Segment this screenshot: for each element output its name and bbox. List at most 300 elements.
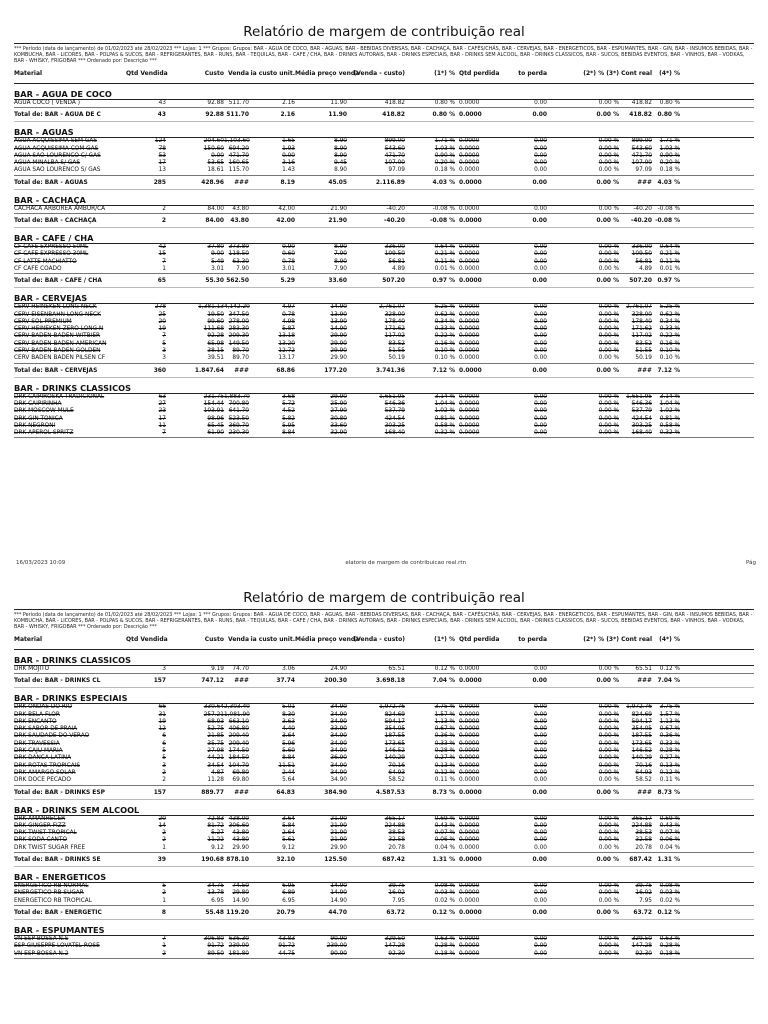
table-cell: 0.00 [534,244,547,251]
table-cell: 0.00 [534,251,547,258]
table-cell: 0.00 [534,348,547,355]
total-cell: 65 [157,278,166,285]
table-cell: DRK TRAVESSIA [14,740,60,747]
total-cell: 507.20 [382,278,405,285]
table-cell: 4.98 [282,318,295,325]
total-cell: 0.00 [532,367,547,374]
table-cell: 0.00 [534,762,547,769]
table-cell: 0.00 % [598,837,619,844]
total-cell: 5.29 [280,278,295,285]
table-cell: 0.00 % [598,769,619,776]
table-cell: 0.00 % [598,160,619,167]
table-cell: 89.70 [232,355,249,362]
table-cell: 3.16 [282,160,295,167]
table-cell: 373.80 [228,244,249,251]
table-cell: 2 [162,205,166,212]
table-cell: 53.65 [207,160,224,167]
table-cell: 824.69 [384,711,405,718]
table-cell: 9.00 [211,251,224,258]
table-row [14,167,754,174]
table-cell: 0.00 [282,152,295,159]
table-cell: 0.69 % [659,815,680,822]
table-cell: 636.30 [228,935,249,942]
table-cell: 0.00 [534,326,547,333]
table-cell: 0.0000 [459,726,480,733]
table-cell: 0.00 [534,145,547,152]
table-cell: 0.00 [534,890,547,897]
table-cell: 0.12 % [434,769,455,776]
table-cell: 2.44 [282,769,295,776]
column-header: Média preço venda [295,636,360,643]
table-row [14,333,754,340]
footer-date: 16/03/2023 10:09 [16,560,66,566]
table-cell: 0.0000 [459,815,480,822]
table-row [14,704,754,711]
table-cell: 173.65 [384,740,405,747]
table-cell: 230.30 [228,430,249,437]
table-cell: 239.00 [326,943,347,950]
group-rows [14,100,754,108]
table-cell: 6 [162,740,166,747]
table-cell: 70.16 [388,762,405,769]
table-cell: 0.62 % [434,311,455,318]
table-cell: 92.30 [388,950,405,957]
total-cell: 0.00 % [596,112,619,119]
table-cell: DRK BELA FLOR [14,711,60,718]
table-cell: 336.00 [384,244,405,251]
total-cell: 0.00 % [596,909,619,916]
table-cell: 64.93 [635,769,652,776]
table-cell: 303.25 [631,422,652,429]
table-cell: 91.72 [207,943,224,950]
table-cell: 1.71 % [659,138,680,145]
table-cell: 0.67 % [434,726,455,733]
table-cell: 336.00 [631,244,652,251]
table-cell: 7 [162,935,166,942]
table-cell: ENERGETICO RB TROPICAL [14,897,92,904]
table-cell: 2 [162,837,166,844]
table-cell: -40.20 [386,205,405,212]
total-cell: ### [637,367,652,374]
table-cell: 0.00 [534,733,547,740]
table-cell: 0.02 % [434,897,455,904]
table-cell: 0.0000 [459,822,480,829]
table-cell: 178.40 [631,318,652,325]
table-cell: 278 [154,304,166,311]
table-cell: 1,103.60 [224,138,250,145]
table-cell: 29.90 [330,355,347,362]
table-cell: 0.0000 [459,340,480,347]
total-cell: 157 [153,678,166,685]
total-cell: 37.74 [276,678,295,685]
table-cell: 3.75 % [434,704,455,711]
table-cell: 1,972.76 [379,704,405,711]
total-cell: 11.90 [328,112,347,119]
footer-page: Pág [746,560,756,566]
table-cell: 0.00 [534,205,547,212]
table-cell: 13.90 [330,311,347,318]
report-body [14,654,754,959]
table-cell: 1,883.70 [224,393,250,400]
total-cell: 8 [161,909,166,916]
table-cell: 19 [158,718,166,725]
table-cell: 140.29 [631,755,652,762]
table-cell: 69.80 [232,777,249,784]
table-cell: 34.75 [207,883,224,890]
table-cell: 1 [162,943,166,950]
table-cell: -40.20 [633,205,652,212]
group-header: BAR - CAFE / CHA [14,232,754,244]
total-cell: 20.79 [276,909,295,916]
table-cell: 0.0000 [459,304,480,311]
table-cell: 257.21 [203,711,224,718]
table-cell: 303.25 [384,422,405,429]
column-header: Venda [228,70,249,77]
table-cell: 0.00 % [598,897,619,904]
table-cell: 8.84 [282,430,295,437]
total-cell: 2 [161,218,166,225]
table-cell: 0.00 % [598,777,619,784]
total-cell: 8.73 % [432,789,455,796]
table-cell: 0.33 % [434,326,455,333]
table-cell: 899.00 [631,138,652,145]
total-cell: 63.72 [386,909,405,916]
table-cell: 6.95 [282,883,295,890]
table-cell: 44.21 [207,755,224,762]
table-cell: 209.40 [228,733,249,740]
table-row [14,244,754,251]
table-cell: 0.21 % [659,251,680,258]
table-cell: 43.83 [278,935,295,942]
column-header-row [14,70,754,84]
table-cell: 0.00 [534,837,547,844]
table-cell: 184.50 [228,755,249,762]
table-cell: 174.50 [228,748,249,755]
total-cell: 0.0000 [459,278,482,285]
table-cell: 0.0000 [459,762,480,769]
table-cell: 33.60 [330,422,347,429]
table-cell: 8.90 [334,145,347,152]
table-cell: 0.13 % [659,762,680,769]
column-header: (1*) % [434,636,455,643]
table-cell: 8.90 [334,167,347,174]
table-cell: DRK AMARGO SOLAR [14,769,76,776]
report-body [14,88,754,438]
table-cell: 1.93 [282,145,295,152]
table-cell: 8.90 [334,138,347,145]
column-header: Material [14,70,43,77]
total-cell: 157 [153,789,166,796]
group-total-row [14,214,754,228]
table-cell: 9.12 [282,844,295,851]
footer-file: elatorio de margem de contribuicao real.rtn [345,560,467,566]
group-rows [14,883,754,906]
table-row [14,146,754,153]
table-cell: 32.58 [635,837,652,844]
table-cell: CERV EISENBAHN LONG NECK [14,311,101,318]
table-row [14,748,754,755]
table-cell: 0.01 % [659,265,680,272]
table-cell: 0.33 % [434,740,455,747]
table-cell: 150.60 [203,145,224,152]
table-cell: 0.00 % [598,755,619,762]
table-row [14,733,754,740]
total-cell: 360 [153,367,166,374]
total-cell: 33.60 [328,278,347,285]
table-cell: 0.00 [211,152,224,159]
total-cell: 0.0000 [459,367,482,374]
total-cell: Total de: BAR - CAFE / CHA [14,278,102,285]
table-cell: 25 [158,311,166,318]
total-cell: 42.00 [276,218,295,225]
table-cell: 171.62 [631,326,652,333]
group-header: BAR - AGUAS [14,126,754,138]
table-cell: 0.00 [534,333,547,340]
total-cell: 0.80 % [432,112,455,119]
table-cell: 0.0000 [459,167,480,174]
total-cell: 507.20 [629,278,652,285]
table-cell: 0.34 % [659,318,680,325]
table-cell: 14.90 [330,890,347,897]
total-cell: 0.12 % [657,909,680,916]
table-row [14,816,754,823]
table-cell: 543.60 [384,145,405,152]
table-cell: 0.00 [534,755,547,762]
table-cell: 0.0000 [459,704,480,711]
table-cell: 14.90 [330,883,347,890]
table-cell: 11.22 [207,837,224,844]
total-cell: 32.10 [276,857,295,864]
table-cell: 0.10 % [434,348,455,355]
table-cell: 11.90 [330,100,347,106]
table-cell: 1.71 % [434,138,455,145]
table-cell: 694.20 [228,145,249,152]
table-cell: 0.20 % [659,160,680,167]
table-cell: 0.00 [534,340,547,347]
total-cell: 3.698.18 [375,678,405,685]
table-cell: 2 [162,890,166,897]
table-cell: 0.12 % [659,769,680,776]
total-cell: 55.30 [205,278,224,285]
table-cell: CERV HEINEKEN ZERO LONG N [14,326,104,333]
table-cell: 0.62 % [659,311,680,318]
table-cell: 4.89 [392,265,405,272]
table-cell: ENERGETICO RB NORMAL [14,883,89,890]
table-cell: 5.25 % [659,304,680,311]
table-cell: 0.0000 [459,748,480,755]
table-row [14,312,754,319]
table-cell: 109.50 [631,251,652,258]
table-cell: 329.50 [631,935,652,942]
table-cell: 0.33 % [659,740,680,747]
column-header: (Venda - custo) [353,636,405,643]
table-cell: 29.80 [232,890,249,897]
table-cell: 53 [158,152,166,159]
table-cell: 13.20 [278,340,295,347]
table-cell: 1.13 % [659,718,680,725]
table-cell: 0.00 % [598,408,619,415]
table-cell: 0.58 % [659,422,680,429]
table-cell: 0.20 % [434,160,455,167]
table-cell: 406.80 [228,726,249,733]
total-cell: 2.16 [280,112,295,119]
table-cell: 29.90 [330,340,347,347]
table-cell: 0.00 [534,666,547,672]
table-cell: 0.64 % [434,244,455,251]
table-cell: 12.72 [278,348,295,355]
table-cell: 0.0000 [459,333,480,340]
table-cell: 8.84 [282,755,295,762]
table-cell: 99.60 [207,318,224,325]
group-header: BAR - DRINKS CLASSICOS [14,654,754,666]
total-cell: 384.90 [324,789,347,796]
group-rows [14,936,754,959]
table-cell: 0.81 % [434,415,455,422]
table-cell: 187.55 [631,733,652,740]
table-cell: 0.00 % [598,258,619,265]
table-cell: 306.80 [203,935,224,942]
total-cell: 0.0000 [459,179,482,186]
table-cell: 354.05 [631,726,652,733]
table-cell: 149.50 [228,340,249,347]
table-cell: 14 [158,822,166,829]
table-cell: 43.80 [232,837,249,844]
table-cell: 64.93 [388,769,405,776]
table-cell: 34.90 [330,777,347,784]
total-cell: ### [234,367,249,374]
table-cell: 2,303.40 [224,704,250,711]
total-cell: Total de: BAR - DRINKS CL [14,678,101,685]
table-cell: 65.98 [207,340,224,347]
table-cell: 4,142.20 [224,304,250,311]
table-cell: 1,651.95 [626,393,652,400]
table-cell: 5 [162,748,166,755]
table-cell: 0.00 % [598,340,619,347]
table-cell: 0.0000 [459,883,480,890]
total-cell: 889.77 [201,789,224,796]
column-header: Qtd Vendida [126,636,168,643]
table-cell: 899.00 [384,138,405,145]
total-cell: 4.03 % [657,179,680,186]
group-rows [14,666,754,674]
table-cell: 16.02 [635,890,652,897]
table-cell: 0.00 % [598,167,619,174]
table-cell: 0.00 % [598,943,619,950]
total-cell: 1.31 % [657,857,680,864]
table-cell: 0.00 % [598,393,619,400]
total-cell: 562.50 [226,278,249,285]
table-cell: 14.90 [330,304,347,311]
total-cell: 2.116.89 [375,179,405,186]
column-header: Cont real [621,70,652,77]
table-cell: 0.08 % [434,883,455,890]
table-cell: 8.90 [334,258,347,265]
table-cell: 0.00 [534,258,547,265]
table-cell: 0.64 % [659,244,680,251]
table-cell: 0.63 % [659,935,680,942]
filter-description: *** Período (data de lançamento) de 01/02/2023 até 28/02/2023 *** Lojas: 1 *** Grupos: Grupos: BAR - AGUA DE COCO, BAR - AGUAS, BAR - BEBIDAS DIVERSAS, BAR - CACHAÇA, BAR - CAFÉS/CHÁS, BAR - CERVEJAS, BAR - ENERGETICOS, BAR - ESPUMANTES, BAR - GIN, BAR - INSUMOS BEBIDAS, BAR - KOMBUCHA, BAR - LICORES, BAR - POLPAS & SUCOS, BAR - REFRIGERANTES, BAR - RUNS, BAR - TEQUILAS, BAR - CAFE / CHA, BAR - DRINKS AUTORAIS, BAR - DRINKS ESPECIAIS, BAR - DRINKS SEM ALCOOL, BAR - DRINKS CLASSICOS, BAR - SUCOS, BEBIDAS EVENTOS, BAR - VINHOS, BAR - VODKAS, BAR - WHISKY, FRIGOBAR *** Ordenado por: Descrição *** [14,46,753,65]
group-header: BAR - DRINKS SEM ALCOOL [14,804,754,816]
total-cell: Total de: BAR - DRINKS ESP [14,789,105,796]
table-cell: 14.90 [330,326,347,333]
total-cell: ### [234,678,249,685]
table-cell: 209.40 [228,740,249,747]
table-cell: 32.90 [330,430,347,437]
table-cell: 13.78 [207,890,224,897]
table-cell: 0.80 % [659,100,680,106]
total-cell: 0.0000 [459,789,482,796]
table-cell: 3.14 % [659,393,680,400]
table-cell: 365.17 [384,815,405,822]
table-cell: 0.0000 [459,138,480,145]
table-cell: 83.52 [635,340,652,347]
table-cell: 0.00 [534,726,547,733]
table-cell: 543.60 [631,145,652,152]
table-cell: 424.54 [384,415,405,422]
table-cell: AGUA MINALBA S/ GAS [14,160,81,167]
table-cell: VN ESP BOSSA N.2 [14,950,69,957]
table-cell: 0.0000 [459,897,480,904]
column-header: Qtd Vendida [126,70,168,77]
table-cell: 50.19 [635,355,652,362]
table-cell: 0.00 % [598,400,619,407]
total-cell: -40.20 [383,218,405,225]
table-cell: 17 [158,160,166,167]
group-header: BAR - ESPUMANTES [14,924,754,936]
total-cell: 84.00 [205,218,224,225]
table-cell: CF CAFE EXPRESSO 50ML [14,244,89,251]
table-cell: 0.00 % [598,333,619,340]
table-cell: 173.65 [631,740,652,747]
table-cell: 168.40 [631,430,652,437]
table-cell: 7 [162,258,166,265]
table-row [14,138,754,145]
group-rows [14,206,754,214]
table-cell: 39.51 [207,355,224,362]
table-cell: 0.0000 [459,830,480,837]
column-header: (Venda - custo) [353,70,405,77]
table-cell: 39.75 [635,883,652,890]
table-cell: 5.84 [282,822,295,829]
total-cell: 1.31 % [432,857,455,864]
table-cell: 594.17 [631,718,652,725]
table-cell: DRK CAIPIROSKA TRADICIONAL [14,393,105,400]
table-cell: 0.0000 [459,160,480,167]
table-cell: 1.02 % [659,408,680,415]
total-cell: 7.04 % [432,678,455,685]
table-cell: 1.43 [282,167,295,174]
table-cell: 0.00 [534,897,547,904]
table-cell: 23 [158,408,166,415]
table-cell: 1,081.90 [224,711,250,718]
table-cell: 0.00 [534,393,547,400]
table-cell: 0.00 [534,400,547,407]
table-cell: 3.01 [211,265,224,272]
table-cell: 181.80 [228,950,249,957]
table-cell: 43 [158,100,166,106]
table-cell: 0.32 % [659,430,680,437]
table-cell: 5 [162,883,166,890]
table-cell: 7.95 [392,897,405,904]
table-cell: 11.28 [207,777,224,784]
table-cell: 0.0000 [459,408,480,415]
table-cell: 424.54 [631,415,652,422]
table-cell: 0.0000 [459,145,480,152]
table-row [14,712,754,719]
table-cell: 471.70 [384,152,405,159]
table-row [14,266,754,273]
total-cell: 0.00 % [596,789,619,796]
